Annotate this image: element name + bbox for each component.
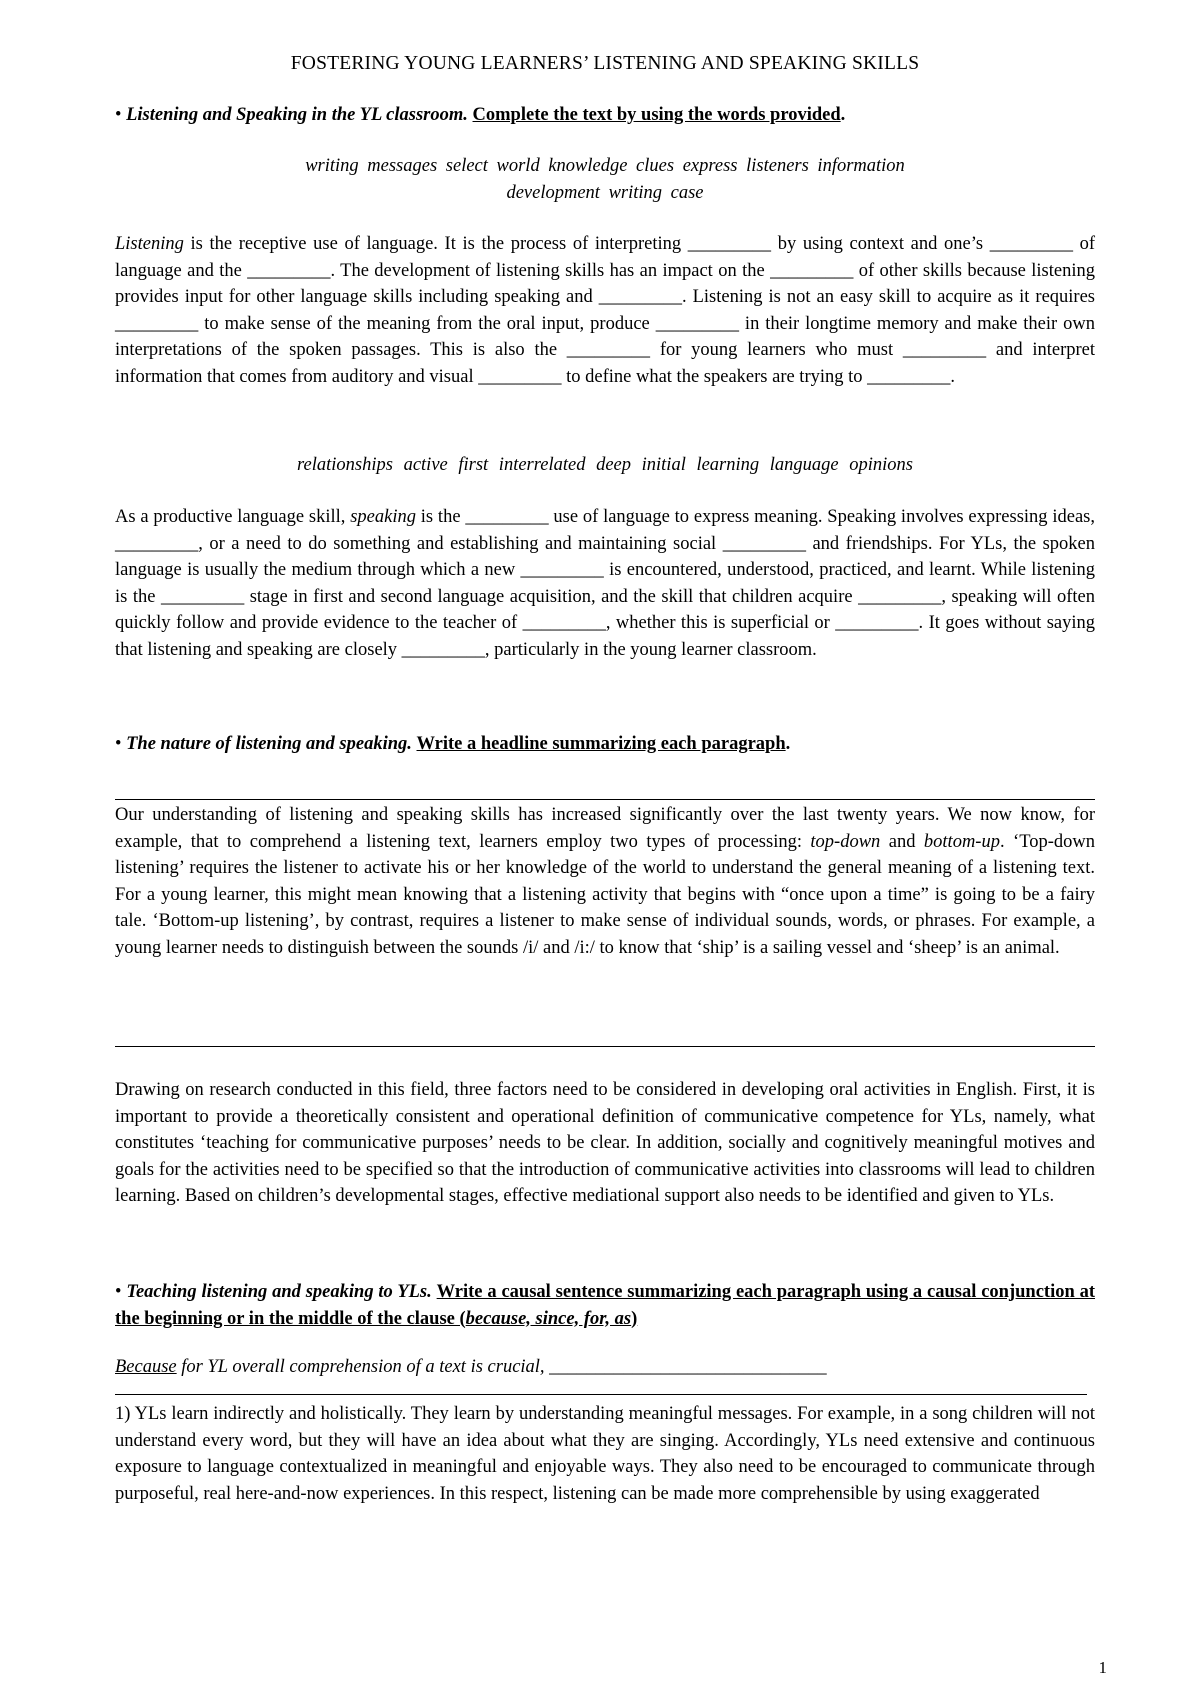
- item-1-paragraph: 1) YLs learn indirectly and holistically. They learn by understanding meaningful messages. For example, in a song children will not understand every word, but they will have an idea about what they are singing. Accordingly, YLs need extensive and continuous exposure to language contextualized in meaningful and enjoyable ways. They also need to be encouraged to communicate through purposeful, real here-and-now experiences. In this respect, listening can be made more comprehensible by using exaggerated: [115, 1404, 1095, 1504]
- headline-answer-line-2[interactable]: [115, 1046, 1095, 1047]
- sentence-answer-line[interactable]: [115, 1394, 1087, 1395]
- page-number: 1: [1098, 1658, 1107, 1677]
- bullet: •: [115, 105, 122, 125]
- section-1-title: Listening and Speaking in the YL classroom.: [126, 105, 468, 125]
- word-bank-1: [115, 153, 1095, 206]
- speaking-text-start: As a productive language skill,: [115, 507, 351, 527]
- example-conjunction: Because: [115, 1357, 177, 1377]
- period: .: [785, 734, 791, 754]
- and-text: and: [880, 831, 924, 852]
- nature-paragraph-2: Drawing on research conducted in this field, three factors need to be considered in developing oral activities in English. First, it is important to provide a theoretically consistent and operational definition of communicative competence for YLs, namely, what constitutes ‘teaching for communicative purposes’ needs to be clear. In addition, socially and cognitively meaningful motives and goals for the activities need to be specified so that the introduction of communicative activities into classrooms will lead to children learning. Based on children’s developmental stages, effective mediational support also needs to be identified and given to YLs.: [115, 1080, 1095, 1207]
- nature-paragraph-1: [115, 802, 1095, 962]
- section-1-instruction: Complete the text by using the words provided: [472, 105, 841, 125]
- example-text: for YL overall comprehension of a text is crucial, ______________________________: [176, 1357, 827, 1377]
- listening-text: is the receptive use of language. It is the process of interpreting _________ by using context and one’s _________ of language and the _________. The development of listening skills has an impact on the _________ of other skills because listening provides input for other language skills including speaking and _________. Listening is not an easy skill to acquire as it requires _________ to make sense of the meaning from the oral input, produce _________ in their longtime memory and make their own interpretations of the spoken passages. This is also the _________ for young learners who must _________ and interpret information that comes from auditory and visual _________ to define what the speakers are trying to _________.: [115, 234, 1095, 387]
- nature-text-b: . ‘Top-down listening’ requires the listener to activate his or her knowledge of the world to understand the general meaning of a listening text. For a young learner, this might mean knowing that a listening activity that begins with “once upon a time” is going to be a fairy tale. ‘Bottom-up listening’, by contrast, requires a listener to make sense of individual sounds, words, or phrases. For example, a young learner needs to distinguish between the sounds /i/ and /i:/ to know that ‘ship’ is a sailing vessel and ‘sheep’ is an animal.: [115, 831, 1095, 958]
- word-bank-2: relationships active first interrelated deep initial learning language opinions: [297, 455, 913, 475]
- listening-paragraph: [115, 231, 1095, 391]
- conjunction-list: because, since, for, as: [465, 1308, 632, 1329]
- nature-text-a: Our understanding of listening and speaking skills has increased significantly over the last twenty years. We now know, for example, that to comprehend a listening text, learners employ two types of processing:: [115, 805, 1095, 852]
- instruction-text: Write a causal sentence summarizing each paragraph using a causal conjunction at the beginning or in the middle of the clause (: [115, 1282, 1096, 1329]
- word-bank-1-line-2: development writing case: [506, 182, 704, 203]
- term-top-down: top-down: [810, 831, 881, 852]
- example-sentence: [115, 1354, 1095, 1381]
- speaking-term: speaking: [350, 507, 416, 527]
- section-3-heading: [115, 1279, 1095, 1332]
- page-title: FOSTERING YOUNG LEARNERS’ LISTENING AND SPEAKING SKILLS: [290, 53, 920, 74]
- bullet: •: [115, 1282, 122, 1302]
- headline-answer-line-1[interactable]: [115, 799, 1095, 800]
- section-2-title: The nature of listening and speaking.: [126, 734, 412, 754]
- term-bottom-up: bottom-up: [923, 831, 1000, 852]
- period: .: [840, 105, 846, 125]
- word-bank-1-line-1: writing messages select world knowledge clues express listeners information: [305, 156, 905, 176]
- section-2-instruction: Write a headline summarizing each paragraph: [416, 734, 786, 754]
- instruction-close: ): [631, 1308, 638, 1329]
- section-2-heading: [115, 731, 1095, 758]
- listening-term: Listening: [115, 234, 184, 254]
- section-1-heading: [115, 102, 1095, 129]
- bullet: •: [115, 734, 122, 754]
- section-3-title: Teaching listening and speaking to YLs.: [126, 1282, 432, 1302]
- speaking-text: is the _________ use of language to express meaning. Speaking involves expressing ideas, _________, or a need to do something and establishing and maintaining social _________ and friendships. For YLs, the spoken language is usually the medium through which a new _________ is encountered, understood, practiced, and learnt. While listening is the _________ stage in first and second language acquisition, and the skill that children acquire _________, speaking will often quickly follow and provide evidence to the teacher of _________, whether this is superficial or _________. It goes without saying that listening and speaking are closely _________, particularly in the young learner classroom.: [115, 507, 1095, 660]
- speaking-paragraph: [115, 504, 1095, 664]
